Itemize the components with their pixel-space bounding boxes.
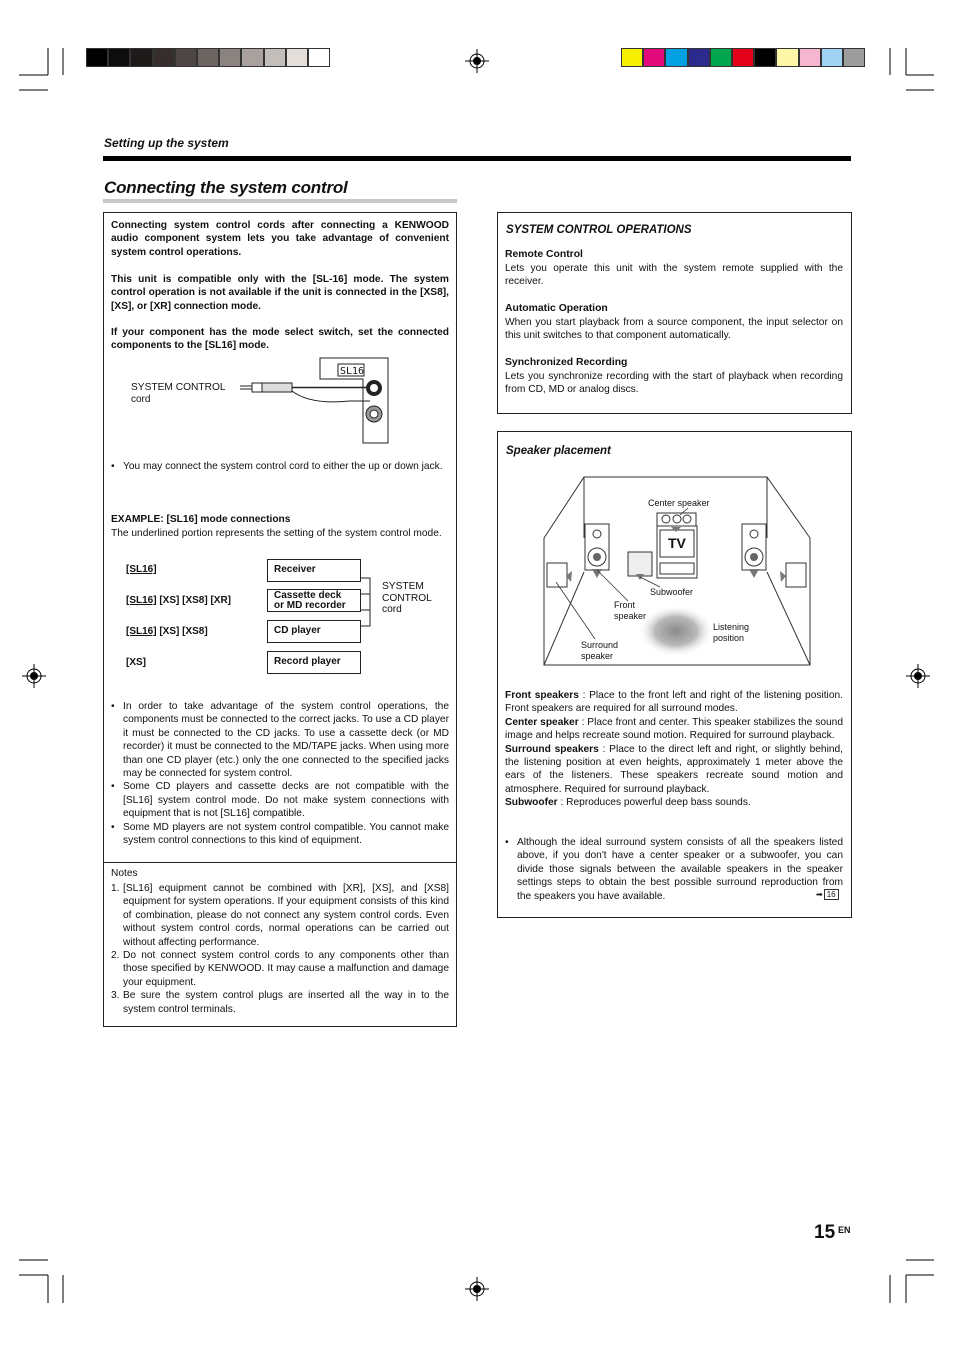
mode-label-record: [XS] [126, 657, 146, 668]
intro-paragraph-2: This unit is compatible only with the [SL-16] mode. The system control operation is not available if the unit is connected in the [XS8], [XS], or [XR] connection mode. [111, 274, 449, 312]
note-item: 3. Be sure the system control plugs are inserted all the way in to the system control terminals. [111, 990, 449, 1015]
note-item: 1. [SL16] equipment cannot be combined with [XR], [XS], and [XS8] equipment for system operations. If your equipment consists of this kind of combination, please do not connect any system control cords. Even without system control cords, normal operations can be carried out without affecting performance. [111, 883, 449, 948]
notes-list [111, 882, 449, 1016]
jack-note-list [111, 460, 449, 473]
calibration-swatch [799, 48, 821, 67]
sco-item-title: Automatic Operation [505, 303, 608, 314]
page-ref-box: 16 [824, 889, 839, 900]
speaker-definitions [505, 689, 843, 810]
definition-center: Center speaker : Place front and center. This speaker stabilizes the sound image and helps recreate sound motion. Required for surround playback. [505, 716, 843, 742]
sco-item-text: Lets you operate this unit with the system remote supplied with the receiver. [505, 263, 843, 288]
header-rule [103, 156, 851, 161]
calibration-swatch [175, 48, 197, 67]
sl16-panel-label: SL16 [340, 366, 365, 377]
arrow-right-icon: ➡ [816, 890, 823, 899]
calibration-swatch [86, 48, 108, 67]
calibration-swatch [219, 48, 241, 67]
calibration-swatch [308, 48, 330, 67]
sco-item-title: Synchronized Recording [505, 357, 628, 368]
sco-item-title: Remote Control [505, 249, 583, 260]
calibration-swatch [732, 48, 754, 67]
calibration-swatch [108, 48, 130, 67]
calibration-swatch [710, 48, 732, 67]
notes-heading: Notes [111, 868, 138, 879]
example-description: The underlined portion represents the setting of the system control mode. [111, 528, 442, 539]
calibration-swatch [130, 48, 152, 67]
front-speaker-label: Front speaker [614, 600, 647, 621]
calibration-swatch [286, 48, 308, 67]
speaker-placement-heading: Speaker placement [506, 445, 611, 457]
calibration-swatch [153, 48, 175, 67]
bullet-item: • In order to take advantage of the system control operations, the components must be connected to the correct jacks. To use a CD player it must be connected to the CD jacks. To use a cassette deck (or MD recorder) it must be connected to the MD/TAPE jacks. When using more than one CD player (etc.) only the one connected to the specified jacks may be connected for system control. [111, 700, 449, 780]
definition-surround: Surround speakers : Place to the direct left and right, or slightly behind, the listening position at even heights, approximately 1 meter above the ears of the listeners. These speakers recreate sound motion and atmosphere. Required for surround playback. [505, 743, 843, 795]
cord-label-line2: cord [131, 394, 151, 405]
surround-speaker-label: Surround speaker [581, 640, 619, 661]
device-cd-player: CD player [267, 620, 361, 643]
language-code: EN [838, 1225, 851, 1235]
calibration-swatch [643, 48, 665, 67]
cord-label-line1: SYSTEM CONTROL [131, 382, 226, 393]
definition-subwoofer: Subwoofer : Reproduces powerful deep bass sounds. [505, 797, 751, 809]
subwoofer-label: Subwoofer [650, 587, 694, 597]
calibration-swatch [621, 48, 643, 67]
bullet-item: • Some CD players and cassette decks are not compatible with the [SL16] system control mode. Do not make system connections with equipment that is not [SL16] compatible. [111, 780, 449, 820]
calibration-swatch [665, 48, 687, 67]
page-number: 15 [814, 1222, 836, 1243]
notes-divider [103, 862, 457, 863]
definition-front: Front speakers : Place to the front left and right of the listening position. Front speakers are required for all surround modes. [505, 690, 843, 715]
tv-label: TV [668, 535, 686, 551]
intro-paragraph-3: If your component has the mode select switch, set the connected components to the [SL16] mode. [111, 327, 449, 352]
sco-item-text: Lets you synchronize recording with the start of playback when recording from CD, MD or analog discs. [505, 371, 843, 396]
sco-heading: SYSTEM CONTROL OPERATIONS [506, 224, 692, 236]
mode-label-cassette: [SL16] [XS] [XS8] [XR] [126, 595, 232, 606]
page-reference [816, 890, 839, 899]
section-label: Setting up the system [104, 136, 229, 150]
example-heading: EXAMPLE: [SL16] mode connections [111, 514, 291, 525]
title-underline [103, 199, 457, 203]
calibration-swatch [241, 48, 263, 67]
listening-position-label: Listening position [713, 622, 750, 643]
speaker-bullet-list [505, 836, 843, 903]
center-speaker-label: Center speaker [648, 498, 710, 508]
calibration-swatch [776, 48, 798, 67]
page-title: Connecting the system control [104, 178, 348, 197]
speaker-bullet: • Although the ideal surround system consists of all the speakers listed above, if you don't have a center speaker or a subwoofer, you can divide those signals between the available speakers in the speaker settings steps to obtain the best possible surround reproduction from the speakers you have available. [505, 836, 843, 903]
calibration-swatch [264, 48, 286, 67]
calibration-swatch [843, 48, 865, 67]
mode-label-cd: [SL16] [XS] [XS8] [126, 626, 208, 637]
bullet-item: • Some MD players are not system control compatible. You cannot make system control connections to this kind of equipment. [111, 821, 449, 848]
device-cassette-deck: Cassette deck or MD recorder [267, 589, 361, 612]
calibration-swatch [754, 48, 776, 67]
bracket-cord-label: SYSTEM CONTROL cord [382, 581, 432, 615]
note-item: 2. Do not connect system control cords to any components other than those specified by KENWOOD. It may cause a malfunction and damage your equipment. [111, 950, 449, 988]
calibration-swatch [821, 48, 843, 67]
jack-note: • You may connect the system control cord to either the up or down jack. [111, 460, 449, 473]
device-record-player: Record player [267, 651, 361, 674]
jack-connection-figure [230, 355, 395, 447]
cord-bracket [360, 570, 374, 630]
sco-item-text: When you start playback from a source component, the input selector on this unit switches to that component automatically. [505, 317, 843, 342]
system-control-bullets [111, 700, 449, 847]
intro-paragraph-1: Connecting system control cords after connecting a KENWOOD audio component system lets you take advantage of convenient system control operations. [111, 220, 449, 258]
device-receiver: Receiver [267, 559, 361, 582]
mode-label-receiver: [SL16] [126, 564, 157, 575]
calibration-swatch [688, 48, 710, 67]
calibration-swatch [197, 48, 219, 67]
